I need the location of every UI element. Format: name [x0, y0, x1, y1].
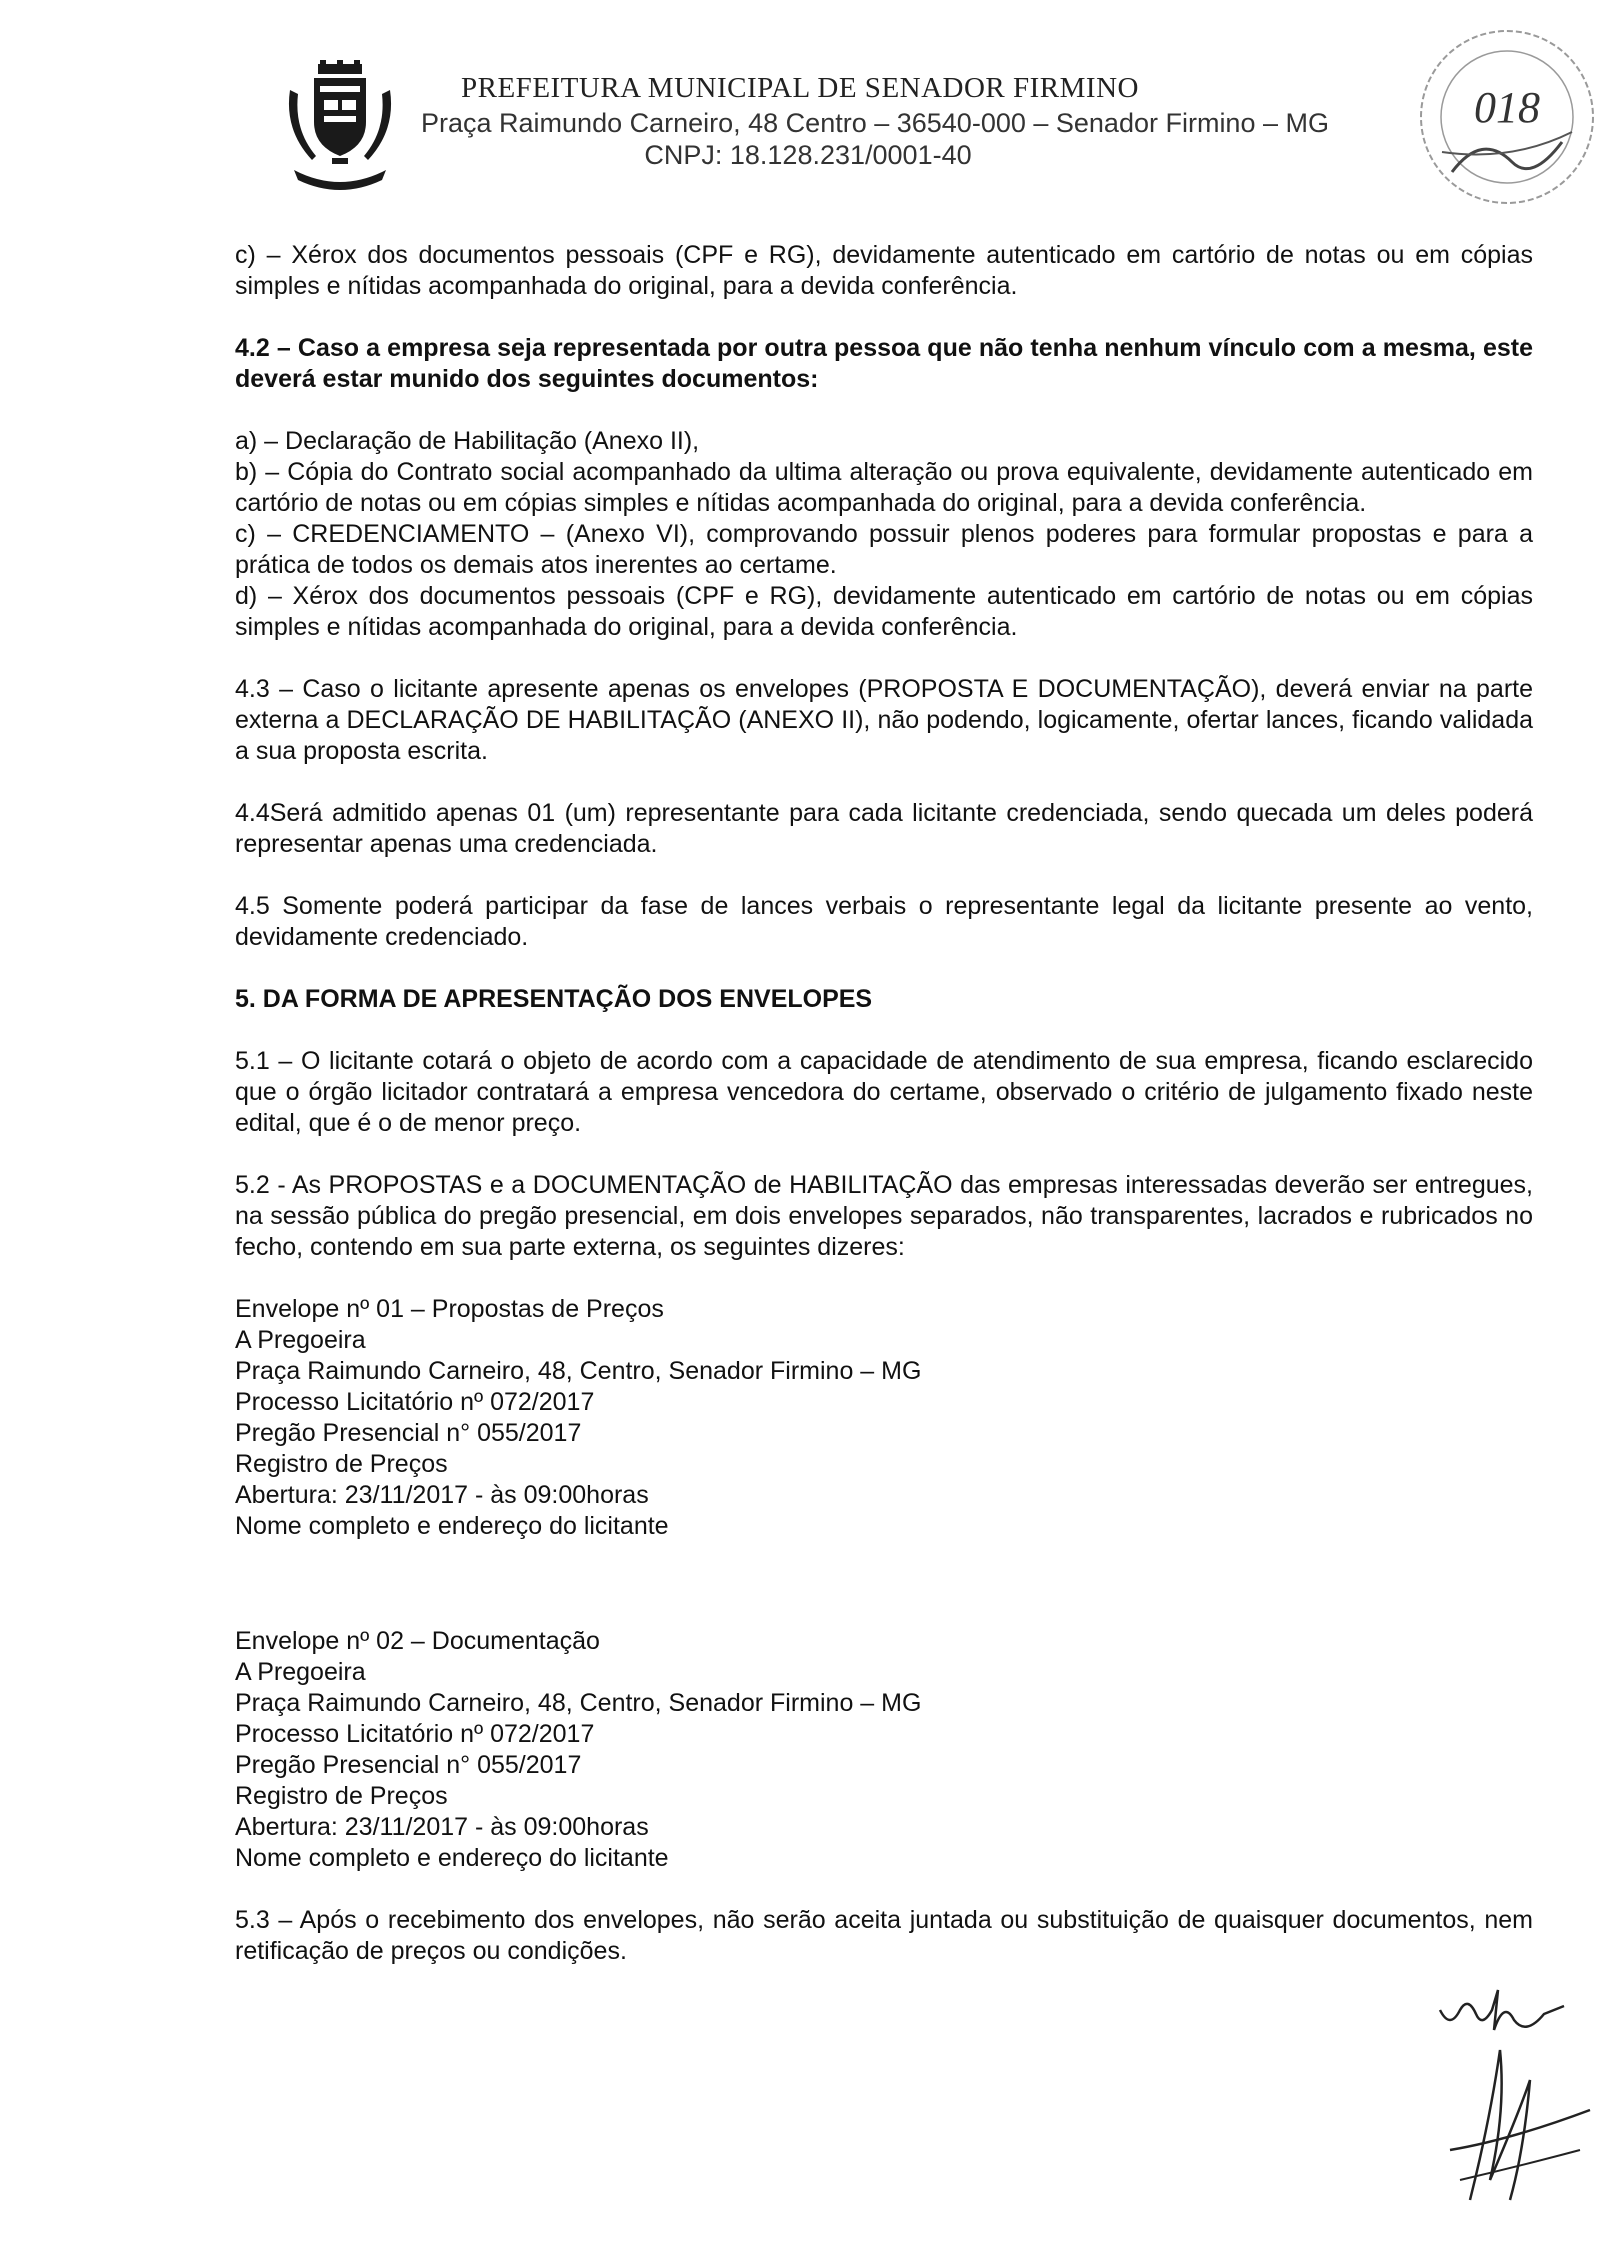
envelope-line: Registro de Preços	[235, 1450, 448, 1478]
item-c: c) – CREDENCIAMENTO – (Anexo VI), comprovando possuir plenos poderes para formular propostas e para a prática de todos os demais atos inerentes ao certame.	[235, 520, 1533, 579]
envelope-line: Pregão Presencial n° 055/2017	[235, 1419, 582, 1447]
stamp-number: 018	[1474, 83, 1540, 132]
envelope-line: Pregão Presencial n° 055/2017	[235, 1751, 582, 1779]
envelope-1-label	[235, 1294, 1533, 1542]
envelope-line: A Pregoeira	[235, 1326, 366, 1354]
envelope-line: Registro de Preços	[235, 1782, 448, 1810]
envelope-line: Nome completo e endereço do licitante	[235, 1512, 669, 1540]
item-d: d) – Xérox dos documentos pessoais (CPF e RG), devidamente autenticado em cartório de notas ou em cópias simples e nítidas acompanhada do original, para a devida conferência.	[235, 582, 1533, 641]
item-b: b) – Cópia do Contrato social acompanhado da ultima alteração ou prova equivalente, devidamente autenticado em cartório de notas ou em cópias simples e nítidas acompanhada do original, para a devida conferência.	[235, 458, 1533, 517]
envelope-line: Processo Licitatório nº 072/2017	[235, 1388, 595, 1416]
envelope-line: Envelope nº 01 – Propostas de Preços	[235, 1295, 664, 1323]
envelope-2-label	[235, 1626, 1533, 1874]
envelope-line: A Pregoeira	[235, 1658, 366, 1686]
clause-4-4: 4.4Será admitido apenas 01 (um) representante para cada licitante credenciada, sendo quecada um deles poderá representar apenas uma credenciada.	[235, 799, 1533, 858]
envelope-line: Abertura: 23/11/2017 - às 09:00horas	[235, 1481, 649, 1509]
municipality-title: PREFEITURA MUNICIPAL DE SENADOR FIRMINO	[461, 72, 1139, 104]
clause-4-5: 4.5 Somente poderá participar da fase de lances verbais o representante legal da licitante presente ao vento, devidamente credenciado.	[235, 892, 1533, 951]
envelope-line: Abertura: 23/11/2017 - às 09:00horas	[235, 1813, 649, 1841]
document-body	[235, 240, 1533, 1967]
item-c-personal-docs: c) – Xérox dos documentos pessoais (CPF e RG), devidamente autenticado em cartório de notas ou em cópias simples e nítidas acompanhada do original, para a devida conferência.	[235, 241, 1533, 300]
clause-5-1: 5.1 – O licitante cotará o objeto de acordo com a capacidade de atendimento de sua empresa, ficando esclarecido que o órgão licitador contratará a empresa vencedora do certame, observado o critério de julgamento fixado neste edital, que é o de menor preço.	[235, 1047, 1533, 1137]
clause-4-2: 4.2 – Caso a empresa seja representada por outra pessoa que não tenha nenhum vínculo com a mesma, este deverá estar munido dos seguintes documentos:	[235, 334, 1533, 393]
page-header	[0, 0, 1600, 200]
commission-stamp-icon	[1412, 22, 1600, 212]
clause-5-2: 5.2 - As PROPOSTAS e a DOCUMENTAÇÃO de HABILITAÇÃO das empresas interessadas deverão ser entregues, na sessão pública do pregão presencial, em dois envelopes separados, não transparentes, lacrados e rubricados no fecho, contendo em sua parte externa, os seguintes dizeres:	[235, 1171, 1533, 1261]
clause-5-3: 5.3 – Após o recebimento dos envelopes, não serão aceita juntada ou substituição de quaisquer documentos, nem retificação de preços ou condições.	[235, 1906, 1533, 1965]
item-a: a) – Declaração de Habilitação (Anexo II),	[235, 427, 700, 455]
municipality-cnpj: CNPJ: 18.128.231/0001-40	[644, 140, 972, 170]
envelope-line: Processo Licitatório nº 072/2017	[235, 1720, 595, 1748]
envelope-line: Praça Raimundo Carneiro, 48, Centro, Senador Firmino – MG	[235, 1689, 922, 1717]
section-5-heading: 5. DA FORMA DE APRESENTAÇÃO DOS ENVELOPES	[235, 985, 873, 1013]
clause-4-3: 4.3 – Caso o licitante apresente apenas os envelopes (PROPOSTA E DOCUMENTAÇÃO), deverá enviar na parte externa a DECLARAÇÃO DE HABILITAÇÃO (ANEXO II), não podendo, logicamente, ofertar lances, ficando validada a sua proposta escrita.	[235, 675, 1533, 765]
handwritten-signature-icon	[1430, 1980, 1600, 2260]
envelope-line: Nome completo e endereço do licitante	[235, 1844, 669, 1872]
envelope-line: Envelope nº 02 – Documentação	[235, 1627, 600, 1655]
municipality-address: Praça Raimundo Carneiro, 48 Centro – 36540-000 – Senador Firmino – MG	[421, 108, 1329, 138]
envelope-line: Praça Raimundo Carneiro, 48, Centro, Senador Firmino – MG	[235, 1357, 922, 1385]
